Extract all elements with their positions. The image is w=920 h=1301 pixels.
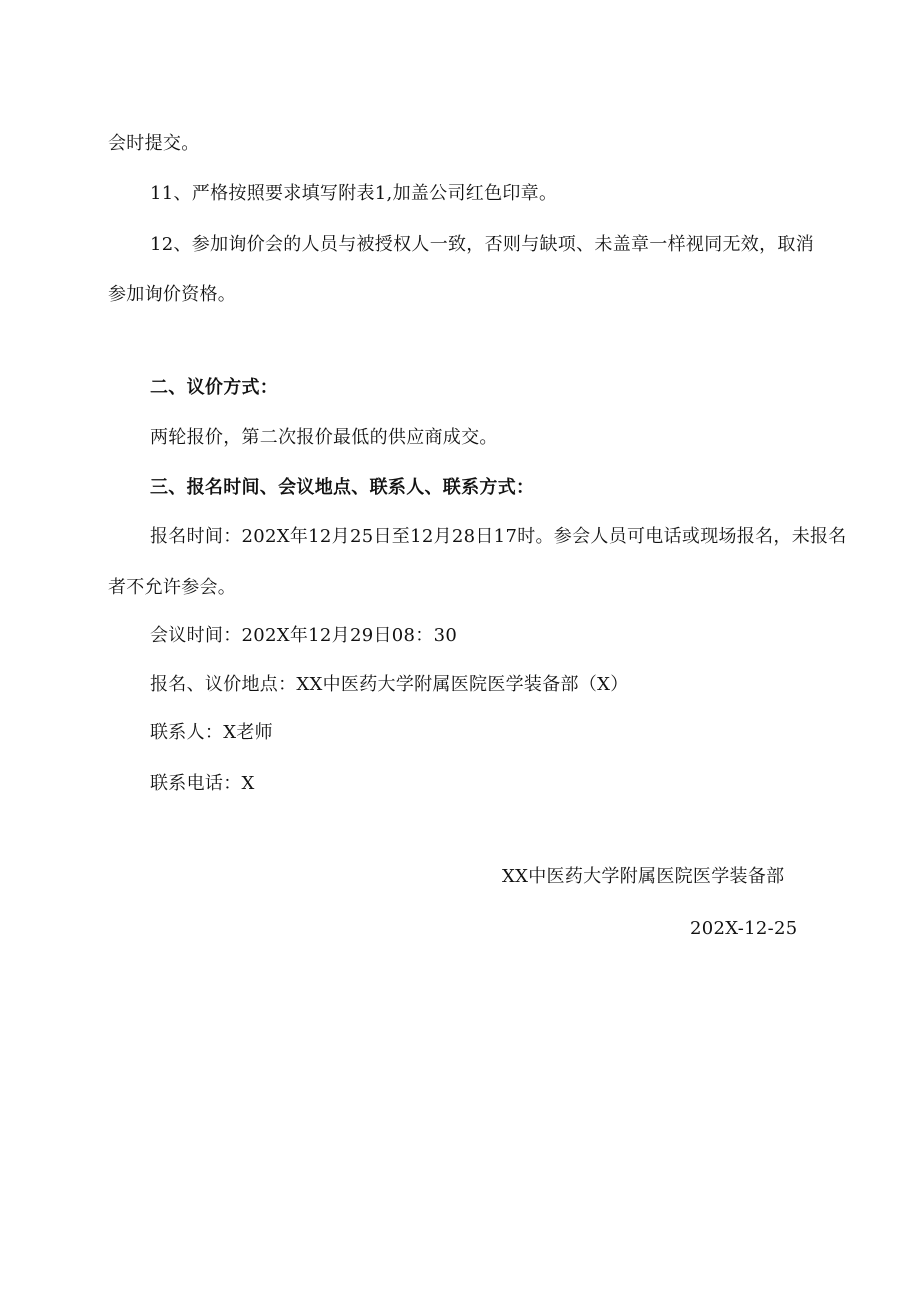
continuation-line: 会时提交。 bbox=[108, 133, 200, 154]
section-3-heading: 三、报名时间、会议地点、联系人、联系方式： bbox=[150, 477, 535, 498]
item-12-line1: 12、参加询价会的人员与被授权人一致，否则与缺项、未盖章一样视同无效，取消 bbox=[150, 234, 815, 255]
item-11: 11、严格按照要求填写附表1,加盖公司红色印章。 bbox=[150, 183, 558, 204]
registration-time-line1: 报名时间：202X年12月25日至12月28日17时。参会人员可电话或现场报名，未报名 bbox=[150, 526, 847, 547]
contact-phone: 联系电话：X bbox=[150, 773, 255, 794]
item-12-line2: 参加询价资格。 bbox=[108, 284, 237, 305]
section-2-heading: 二、议价方式： bbox=[150, 377, 279, 398]
registration-time-line2: 者不允许参会。 bbox=[108, 577, 237, 598]
section-2-body: 两轮报价，第二次报价最低的供应商成交。 bbox=[150, 427, 498, 448]
contact-person: 联系人：X老师 bbox=[150, 722, 273, 743]
meeting-time: 会议时间：202X年12月29日08：30 bbox=[150, 625, 458, 646]
signature-organization: XX中医药大学附属医院医学装备部 bbox=[502, 866, 785, 887]
location: 报名、议价地点：XX中医药大学附属医院医学装备部（X） bbox=[150, 674, 629, 695]
signature-date: 202X-12-25 bbox=[690, 918, 798, 939]
